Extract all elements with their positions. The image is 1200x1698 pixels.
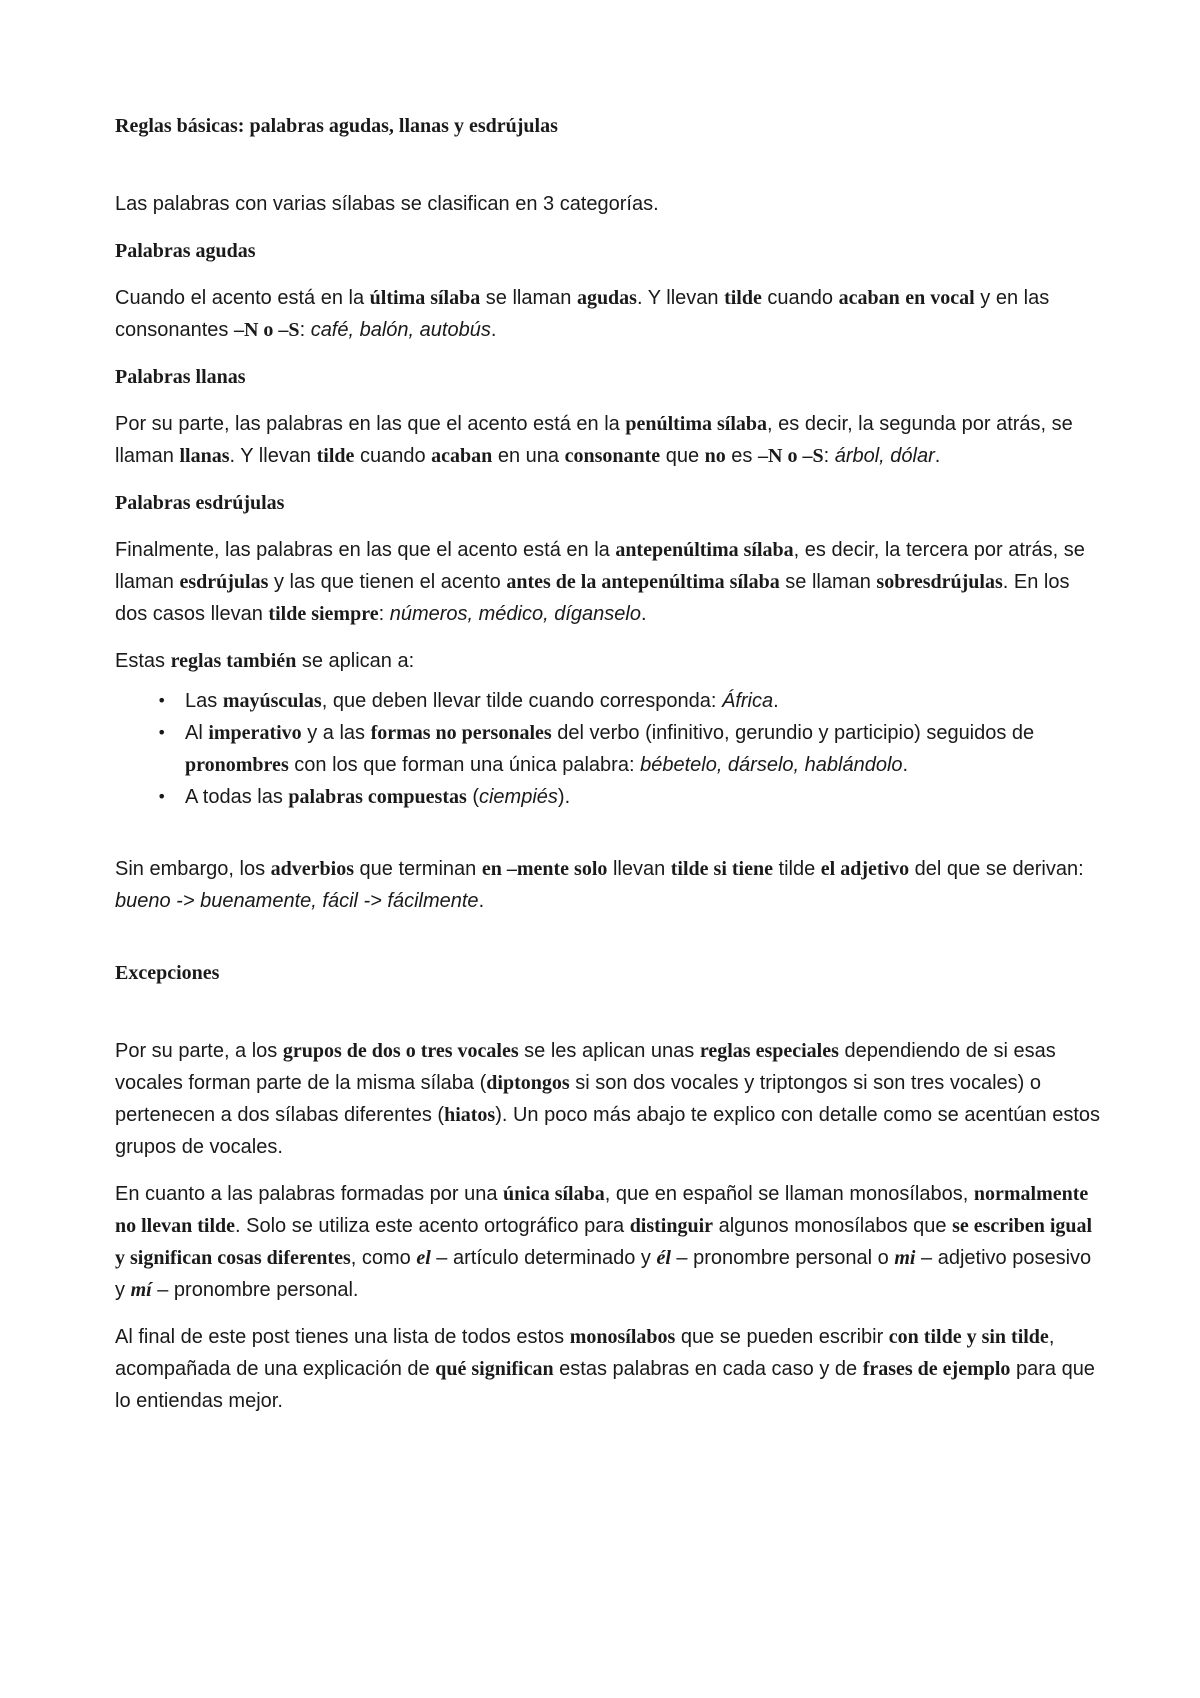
emphasis: en –mente solo [481, 858, 608, 880]
text: si son dos vocales y triptongos si son tres vocales) o pertenecen a dos sílabas diferentes ( [115, 1072, 1041, 1126]
paragraph-grupos [115, 1035, 1100, 1163]
example-word: mí [130, 1279, 152, 1301]
emphasis: frases de ejemplo [862, 1358, 1011, 1380]
text: del verbo (infinitivo, gerundio y participio) seguidos de [551, 722, 1035, 744]
text: Sin embargo, los [115, 858, 271, 880]
text: dependiendo de si esas vocales forman parte de la misma sílaba ( [115, 1040, 1056, 1094]
text: ). [557, 786, 571, 808]
example-word: el [416, 1247, 431, 1269]
emphasis: no [704, 445, 726, 467]
paragraph-agudas [115, 282, 1100, 346]
emphasis: agudas [576, 287, 637, 309]
emphasis: tilde si tiene [670, 858, 773, 880]
emphasis: reglas también [170, 650, 297, 672]
example: África [722, 690, 774, 712]
text: para que lo entiendas mejor. [115, 1358, 1095, 1412]
emphasis: llanas [179, 445, 230, 467]
text: Estas [115, 650, 171, 672]
example: bueno -> buenamente, fácil -> fácilmente [115, 890, 479, 912]
text: , acompañada de una explicación de [115, 1326, 1055, 1380]
text: Finalmente, las palabras en las que el acento está en la [115, 539, 616, 561]
text: es [725, 445, 758, 467]
text: se llaman [480, 287, 577, 309]
emphasis: antepenúltima sílaba [615, 539, 794, 561]
emphasis: última sílaba [369, 287, 481, 309]
heading-excepciones: Excepciones [115, 962, 220, 984]
heading-esdrujulas: Palabras esdrújulas [115, 492, 285, 514]
text: cuando [354, 445, 432, 467]
paragraph-adverbios [115, 853, 1100, 917]
emphasis: palabras compuestas [288, 786, 467, 808]
emphasis: sobresdrújulas [876, 571, 1003, 593]
example: números, médico, díganselo [389, 603, 641, 625]
text: del que se derivan: [909, 858, 1084, 880]
text: : [299, 319, 311, 341]
text: cuando [761, 287, 839, 309]
text: Por su parte, las palabras en las que el acento está en la [115, 413, 626, 435]
text: , es decir, la segunda por atrás, se llaman [115, 413, 1073, 467]
text: Cuando el acento está en la [115, 287, 370, 309]
intro-paragraph [115, 188, 1100, 220]
text: que se pueden escribir [675, 1326, 889, 1348]
text: se llaman [779, 571, 877, 593]
text: . [934, 445, 941, 467]
emphasis: –N o –S [233, 319, 300, 341]
emphasis: acaban [431, 445, 493, 467]
heading-llanas: Palabras llanas [115, 366, 246, 388]
list-item [185, 685, 1100, 717]
emphasis: acaban [838, 287, 900, 309]
text: llevan [607, 858, 671, 880]
example: ciempiés [478, 786, 558, 808]
paragraph-llanas [115, 408, 1100, 472]
text: tilde [772, 858, 821, 880]
example: café, balón, autobús [310, 319, 491, 341]
text: – artículo determinado y [430, 1247, 657, 1269]
paragraph-monosilabos [115, 1178, 1100, 1306]
example-word: mi [894, 1247, 916, 1269]
emphasis: el adjetivo [820, 858, 910, 880]
text: estas palabras en cada caso y de [553, 1358, 863, 1380]
text: . [478, 890, 485, 912]
emphasis: mayúsculas [222, 690, 322, 712]
text: que terminan [353, 858, 482, 880]
example: bébetelo, dárselo, hablándolo [640, 754, 903, 776]
text: ). Un poco más abajo te explico con detalle como se acentúan estos grupos de vocales. [115, 1104, 1101, 1158]
emphasis: en vocal [905, 287, 975, 309]
text: , que en español se llaman monosílabos, [604, 1183, 974, 1205]
emphasis: reglas especiales [699, 1040, 839, 1062]
text: . Solo se utiliza este acento ortográfico para [235, 1215, 630, 1237]
list-item [185, 717, 1100, 781]
text: . [773, 690, 779, 712]
emphasis: imperativo [208, 722, 302, 744]
emphasis: hiatos [444, 1104, 496, 1126]
text: en una [492, 445, 565, 467]
text: A todas las [185, 786, 289, 808]
text: con los que forman una única palabra: [288, 754, 641, 776]
text: – pronombre personal o [670, 1247, 895, 1269]
text: , como [350, 1247, 417, 1269]
text: y a las [301, 722, 371, 744]
document-page [115, 110, 1100, 1417]
emphasis: esdrújulas [179, 571, 269, 593]
emphasis: tilde [316, 445, 355, 467]
text: y en las consonantes [115, 287, 1050, 341]
text: se aplican a: [296, 650, 415, 672]
document-title: Reglas básicas: palabras agudas, llanas y esdrújulas [115, 115, 558, 137]
text: – pronombre personal. [151, 1279, 359, 1301]
text: . [490, 319, 497, 341]
text: se les aplican unas [518, 1040, 700, 1062]
paragraph-esdrujulas [115, 534, 1100, 630]
text: . [640, 603, 647, 625]
text: : [823, 445, 835, 467]
emphasis: penúltima sílaba [625, 413, 768, 435]
paragraph-also [115, 645, 1100, 677]
text: Al [185, 722, 209, 744]
emphasis: grupos de dos o tres vocales [282, 1040, 519, 1062]
text: algunos monosílabos que [713, 1215, 953, 1237]
text: ( [466, 786, 479, 808]
emphasis: –N o –S [758, 445, 824, 467]
text: Por su parte, a los [115, 1040, 283, 1062]
emphasis: diptongos [486, 1072, 570, 1094]
text: : [378, 603, 390, 625]
emphasis: normalmente no llevan tilde [115, 1183, 1089, 1237]
example: árbol, dólar [834, 445, 935, 467]
emphasis: única sílaba [503, 1183, 605, 1205]
text: – adjetivo posesivo y [115, 1247, 1092, 1301]
text: y las que tienen el acento [268, 571, 507, 593]
emphasis: qué significan [435, 1358, 554, 1380]
emphasis: distinguir [629, 1215, 714, 1237]
text: En cuanto a las palabras formadas por una [115, 1183, 504, 1205]
emphasis: consonante [564, 445, 661, 467]
emphasis: antes de la antepenúltima sílaba [506, 571, 780, 593]
text: . Y llevan [229, 445, 317, 467]
paragraph-final [115, 1321, 1100, 1417]
text: . Y llevan [636, 287, 725, 309]
emphasis: pronombres [185, 754, 289, 776]
heading-agudas: Palabras agudas [115, 240, 256, 262]
emphasis: tilde siempre [268, 603, 379, 625]
text: , es decir, la tercera por atrás, se llaman [115, 539, 1085, 593]
text: , que deben llevar tilde cuando corresponda: [321, 690, 722, 712]
emphasis: tilde [724, 287, 762, 309]
emphasis: formas no personales [370, 722, 552, 744]
text: Las [185, 690, 223, 712]
text: que [660, 445, 705, 467]
rules-list [115, 685, 1100, 813]
example-word: él [656, 1247, 671, 1269]
emphasis: monosílabos [569, 1326, 676, 1348]
list-item [185, 781, 1100, 813]
intro-text: Las palabras con varias sílabas se clasifican en 3 categorías. [115, 193, 659, 215]
emphasis: con tilde y sin tilde [888, 1326, 1049, 1348]
emphasis: adverbios [270, 858, 354, 880]
text: . En los dos casos llevan [115, 571, 1070, 625]
emphasis: se escriben igual y significan cosas diferentes [115, 1215, 1093, 1269]
text: Al final de este post tienes una lista de todos estos [115, 1326, 570, 1348]
text: . [902, 754, 909, 776]
